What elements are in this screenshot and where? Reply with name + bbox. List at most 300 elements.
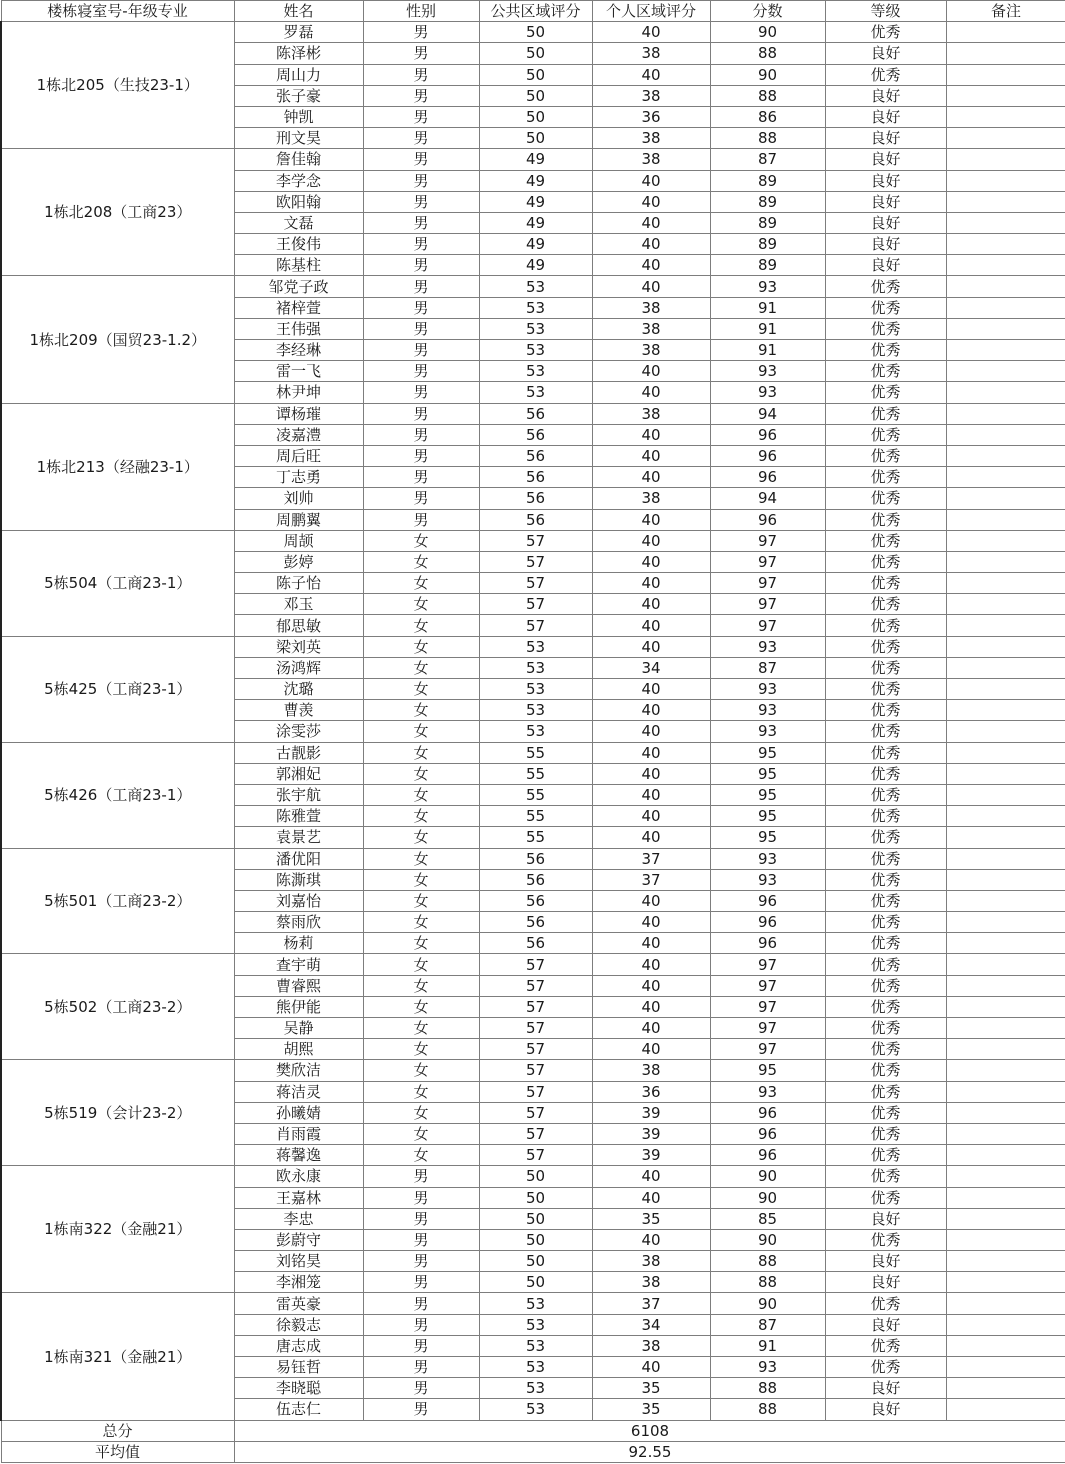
cell-name: 潘优阳: [234, 848, 363, 869]
header-gender: 性别: [363, 1, 479, 22]
cell-personal-score: 40: [592, 64, 710, 85]
cell-score: 88: [710, 1399, 825, 1420]
cell-public-score: 50: [479, 64, 592, 85]
cell-public-score: 55: [479, 742, 592, 763]
cell-score: 97: [710, 975, 825, 996]
cell-grade: 优秀: [825, 933, 946, 954]
cell-grade: 优秀: [825, 297, 946, 318]
cell-personal-score: 40: [592, 806, 710, 827]
cell-room: 5栋501（工商23-2）: [1, 848, 234, 954]
cell-public-score: 49: [479, 234, 592, 255]
cell-remark: [946, 149, 1065, 170]
cell-remark: [946, 996, 1065, 1017]
cell-gender: 男: [363, 149, 479, 170]
cell-gender: 女: [363, 869, 479, 890]
cell-score: 96: [710, 1102, 825, 1123]
cell-grade: 优秀: [825, 890, 946, 911]
cell-remark: [946, 573, 1065, 594]
cell-name: 彭蔚守: [234, 1229, 363, 1250]
cell-score: 93: [710, 1357, 825, 1378]
cell-gender: 女: [363, 742, 479, 763]
cell-grade: 优秀: [825, 869, 946, 890]
cell-name: 陈泽彬: [234, 43, 363, 64]
cell-public-score: 53: [479, 1314, 592, 1335]
cell-name: 汤鸿辉: [234, 657, 363, 678]
cell-gender: 女: [363, 912, 479, 933]
average-value: 92.55: [234, 1441, 1065, 1462]
cell-remark: [946, 170, 1065, 191]
cell-personal-score: 40: [592, 467, 710, 488]
cell-remark: [946, 212, 1065, 233]
cell-personal-score: 40: [592, 1166, 710, 1187]
cell-public-score: 49: [479, 170, 592, 191]
cell-public-score: 57: [479, 1145, 592, 1166]
cell-public-score: 56: [479, 403, 592, 424]
cell-score: 93: [710, 700, 825, 721]
table-row: [1, 954, 1065, 975]
cell-remark: [946, 827, 1065, 848]
cell-gender: 女: [363, 848, 479, 869]
cell-public-score: 56: [479, 424, 592, 445]
cell-name: 陈基柱: [234, 255, 363, 276]
cell-gender: 女: [363, 975, 479, 996]
cell-grade: 优秀: [825, 573, 946, 594]
cell-personal-score: 40: [592, 636, 710, 657]
cell-grade: 优秀: [825, 679, 946, 700]
cell-remark: [946, 1272, 1065, 1293]
cell-personal-score: 38: [592, 1272, 710, 1293]
cell-name: 查宇萌: [234, 954, 363, 975]
cell-score: 93: [710, 1081, 825, 1102]
cell-remark: [946, 361, 1065, 382]
cell-name: 伍志仁: [234, 1399, 363, 1420]
cell-name: 郁思敏: [234, 615, 363, 636]
cell-gender: 男: [363, 1272, 479, 1293]
cell-remark: [946, 1018, 1065, 1039]
cell-gender: 男: [363, 1208, 479, 1229]
cell-gender: 男: [363, 234, 479, 255]
cell-public-score: 50: [479, 106, 592, 127]
cell-gender: 男: [363, 509, 479, 530]
cell-name: 李湘笼: [234, 1272, 363, 1293]
cell-name: 王嘉林: [234, 1187, 363, 1208]
cell-remark: [946, 1335, 1065, 1356]
cell-gender: 女: [363, 657, 479, 678]
cell-remark: [946, 1399, 1065, 1420]
cell-remark: [946, 128, 1065, 149]
cell-score: 93: [710, 361, 825, 382]
header-name: 姓名: [234, 1, 363, 22]
cell-public-score: 53: [479, 657, 592, 678]
cell-score: 96: [710, 933, 825, 954]
cell-personal-score: 37: [592, 869, 710, 890]
cell-grade: 良好: [825, 1251, 946, 1272]
cell-name: 胡熙: [234, 1039, 363, 1060]
cell-grade: 良好: [825, 191, 946, 212]
cell-public-score: 50: [479, 1208, 592, 1229]
table-row: [1, 530, 1065, 551]
cell-personal-score: 36: [592, 1081, 710, 1102]
cell-grade: 优秀: [825, 488, 946, 509]
cell-score: 89: [710, 255, 825, 276]
cell-score: 87: [710, 657, 825, 678]
cell-grade: 优秀: [825, 742, 946, 763]
cell-gender: 男: [363, 1357, 479, 1378]
cell-public-score: 55: [479, 784, 592, 805]
cell-grade: 良好: [825, 1314, 946, 1335]
cell-name: 唐志成: [234, 1335, 363, 1356]
cell-room: 5栋426（工商23-1）: [1, 742, 234, 848]
cell-grade: 优秀: [825, 340, 946, 361]
cell-public-score: 53: [479, 361, 592, 382]
cell-score: 95: [710, 763, 825, 784]
table-body: [1, 1, 1065, 1463]
cell-remark: [946, 806, 1065, 827]
cell-name: 刘帅: [234, 488, 363, 509]
cell-gender: 男: [363, 297, 479, 318]
cell-personal-score: 40: [592, 700, 710, 721]
cell-grade: 优秀: [825, 530, 946, 551]
cell-score: 96: [710, 1123, 825, 1144]
cell-grade: 优秀: [825, 848, 946, 869]
cell-gender: 男: [363, 1251, 479, 1272]
cell-public-score: 50: [479, 1229, 592, 1250]
table-row: [1, 149, 1065, 170]
cell-gender: 女: [363, 1123, 479, 1144]
total-label: 总分: [1, 1420, 234, 1441]
cell-grade: 优秀: [825, 784, 946, 805]
cell-score: 88: [710, 85, 825, 106]
cell-gender: 男: [363, 255, 479, 276]
cell-grade: 优秀: [825, 806, 946, 827]
cell-grade: 良好: [825, 43, 946, 64]
cell-name: 褚梓萱: [234, 297, 363, 318]
cell-room: 5栋425（工商23-1）: [1, 636, 234, 742]
cell-remark: [946, 1187, 1065, 1208]
cell-remark: [946, 721, 1065, 742]
cell-score: 95: [710, 1060, 825, 1081]
header-grade: 等级: [825, 1, 946, 22]
cell-name: 林尹坤: [234, 382, 363, 403]
cell-remark: [946, 445, 1065, 466]
cell-score: 97: [710, 996, 825, 1017]
cell-score: 86: [710, 106, 825, 127]
cell-grade: 优秀: [825, 445, 946, 466]
cell-name: 涂雯莎: [234, 721, 363, 742]
cell-name: 曹羡: [234, 700, 363, 721]
cell-name: 樊欣洁: [234, 1060, 363, 1081]
cell-remark: [946, 657, 1065, 678]
cell-score: 97: [710, 551, 825, 572]
cell-score: 96: [710, 912, 825, 933]
cell-name: 周后旺: [234, 445, 363, 466]
cell-remark: [946, 424, 1065, 445]
cell-name: 彭婷: [234, 551, 363, 572]
cell-gender: 男: [363, 22, 479, 43]
cell-score: 90: [710, 1293, 825, 1314]
header-total-score: 分数: [710, 1, 825, 22]
cell-remark: [946, 1208, 1065, 1229]
cell-public-score: 57: [479, 954, 592, 975]
cell-grade: 优秀: [825, 1039, 946, 1060]
cell-remark: [946, 700, 1065, 721]
table-row: [1, 636, 1065, 657]
cell-score: 93: [710, 848, 825, 869]
cell-personal-score: 39: [592, 1102, 710, 1123]
cell-public-score: 49: [479, 149, 592, 170]
cell-personal-score: 40: [592, 255, 710, 276]
cell-public-score: 57: [479, 975, 592, 996]
cell-name: 邹党子政: [234, 276, 363, 297]
cell-grade: 优秀: [825, 1293, 946, 1314]
cell-score: 95: [710, 806, 825, 827]
cell-personal-score: 40: [592, 551, 710, 572]
cell-personal-score: 40: [592, 1229, 710, 1250]
cell-personal-score: 38: [592, 1251, 710, 1272]
cell-remark: [946, 1166, 1065, 1187]
cell-score: 93: [710, 382, 825, 403]
cell-grade: 良好: [825, 1272, 946, 1293]
cell-gender: 男: [363, 106, 479, 127]
cell-remark: [946, 1039, 1065, 1060]
cell-public-score: 53: [479, 1335, 592, 1356]
cell-name: 雷英豪: [234, 1293, 363, 1314]
cell-personal-score: 40: [592, 212, 710, 233]
cell-grade: 优秀: [825, 1018, 946, 1039]
cell-gender: 男: [363, 1378, 479, 1399]
cell-score: 96: [710, 424, 825, 445]
cell-remark: [946, 869, 1065, 890]
cell-personal-score: 40: [592, 954, 710, 975]
cell-grade: 优秀: [825, 276, 946, 297]
cell-grade: 良好: [825, 128, 946, 149]
cell-grade: 良好: [825, 212, 946, 233]
cell-grade: 优秀: [825, 1335, 946, 1356]
cell-gender: 男: [363, 1187, 479, 1208]
cell-name: 文磊: [234, 212, 363, 233]
cell-score: 93: [710, 721, 825, 742]
cell-grade: 优秀: [825, 1145, 946, 1166]
header-remark: 备注: [946, 1, 1065, 22]
cell-public-score: 53: [479, 276, 592, 297]
cell-public-score: 50: [479, 128, 592, 149]
cell-name: 李经琳: [234, 340, 363, 361]
cell-remark: [946, 742, 1065, 763]
cell-public-score: 53: [479, 679, 592, 700]
cell-name: 梁刘英: [234, 636, 363, 657]
cell-gender: 女: [363, 1018, 479, 1039]
average-row: [1, 1441, 1065, 1462]
cell-personal-score: 40: [592, 615, 710, 636]
cell-public-score: 49: [479, 255, 592, 276]
cell-score: 90: [710, 22, 825, 43]
cell-gender: 男: [363, 340, 479, 361]
cell-grade: 优秀: [825, 975, 946, 996]
cell-grade: 良好: [825, 85, 946, 106]
cell-personal-score: 40: [592, 1357, 710, 1378]
cell-score: 96: [710, 445, 825, 466]
cell-personal-score: 40: [592, 191, 710, 212]
cell-name: 陈子怡: [234, 573, 363, 594]
cell-grade: 优秀: [825, 64, 946, 85]
cell-public-score: 57: [479, 1081, 592, 1102]
cell-remark: [946, 784, 1065, 805]
cell-personal-score: 40: [592, 827, 710, 848]
cell-score: 90: [710, 1229, 825, 1250]
cell-remark: [946, 191, 1065, 212]
cell-score: 95: [710, 827, 825, 848]
cell-gender: 女: [363, 551, 479, 572]
cell-personal-score: 35: [592, 1378, 710, 1399]
cell-name: 张子豪: [234, 85, 363, 106]
cell-grade: 优秀: [825, 403, 946, 424]
cell-personal-score: 40: [592, 1187, 710, 1208]
cell-public-score: 57: [479, 1018, 592, 1039]
cell-grade: 优秀: [825, 1166, 946, 1187]
cell-public-score: 55: [479, 806, 592, 827]
cell-remark: [946, 255, 1065, 276]
cell-personal-score: 38: [592, 340, 710, 361]
cell-grade: 优秀: [825, 827, 946, 848]
cell-gender: 男: [363, 1229, 479, 1250]
cell-remark: [946, 954, 1065, 975]
cell-name: 李忠: [234, 1208, 363, 1229]
cell-name: 谭杨璀: [234, 403, 363, 424]
cell-remark: [946, 1293, 1065, 1314]
cell-personal-score: 40: [592, 975, 710, 996]
cell-score: 91: [710, 318, 825, 339]
cell-remark: [946, 106, 1065, 127]
cell-public-score: 53: [479, 340, 592, 361]
cell-gender: 女: [363, 679, 479, 700]
cell-grade: 优秀: [825, 1060, 946, 1081]
table-row: [1, 1293, 1065, 1314]
cell-remark: [946, 1123, 1065, 1144]
cell-public-score: 53: [479, 297, 592, 318]
cell-public-score: 57: [479, 1123, 592, 1144]
cell-personal-score: 36: [592, 106, 710, 127]
cell-public-score: 50: [479, 85, 592, 106]
cell-public-score: 55: [479, 763, 592, 784]
cell-score: 85: [710, 1208, 825, 1229]
cell-score: 88: [710, 1251, 825, 1272]
cell-personal-score: 38: [592, 85, 710, 106]
cell-score: 97: [710, 1018, 825, 1039]
cell-room: 5栋504（工商23-1）: [1, 530, 234, 636]
cell-score: 95: [710, 742, 825, 763]
cell-remark: [946, 297, 1065, 318]
cell-name: 李学念: [234, 170, 363, 191]
cell-public-score: 57: [479, 594, 592, 615]
cell-grade: 优秀: [825, 382, 946, 403]
total-value: 6108: [234, 1420, 1065, 1441]
cell-room: 1栋南322（金融21）: [1, 1166, 234, 1293]
cell-name: 陈雅萱: [234, 806, 363, 827]
cell-grade: 优秀: [825, 424, 946, 445]
cell-remark: [946, 679, 1065, 700]
cell-public-score: 56: [479, 488, 592, 509]
cell-personal-score: 40: [592, 784, 710, 805]
cell-gender: 女: [363, 1145, 479, 1166]
cell-grade: 优秀: [825, 1229, 946, 1250]
cell-grade: 优秀: [825, 594, 946, 615]
cell-score: 96: [710, 467, 825, 488]
cell-public-score: 53: [479, 1399, 592, 1420]
cell-public-score: 50: [479, 1272, 592, 1293]
cell-remark: [946, 890, 1065, 911]
cell-score: 88: [710, 1378, 825, 1399]
cell-grade: 良好: [825, 234, 946, 255]
cell-grade: 优秀: [825, 636, 946, 657]
cell-name: 陈澌琪: [234, 869, 363, 890]
cell-name: 古靓影: [234, 742, 363, 763]
cell-gender: 男: [363, 424, 479, 445]
cell-remark: [946, 1102, 1065, 1123]
cell-personal-score: 40: [592, 361, 710, 382]
cell-gender: 男: [363, 191, 479, 212]
cell-room: 1栋北208（工商23）: [1, 149, 234, 276]
cell-name: 张宇航: [234, 784, 363, 805]
cell-gender: 女: [363, 573, 479, 594]
cell-name: 刑文昊: [234, 128, 363, 149]
cell-gender: 男: [363, 1335, 479, 1356]
cell-grade: 优秀: [825, 1123, 946, 1144]
cell-grade: 优秀: [825, 1357, 946, 1378]
cell-personal-score: 34: [592, 657, 710, 678]
cell-score: 89: [710, 191, 825, 212]
cell-gender: 女: [363, 636, 479, 657]
cell-remark: [946, 340, 1065, 361]
cell-name: 王伟强: [234, 318, 363, 339]
cell-gender: 女: [363, 933, 479, 954]
cell-grade: 优秀: [825, 700, 946, 721]
cell-name: 熊伊能: [234, 996, 363, 1017]
cell-score: 93: [710, 679, 825, 700]
cell-public-score: 56: [479, 445, 592, 466]
cell-grade: 良好: [825, 149, 946, 170]
cell-remark: [946, 848, 1065, 869]
cell-grade: 良好: [825, 170, 946, 191]
cell-gender: 男: [363, 318, 479, 339]
cell-public-score: 56: [479, 890, 592, 911]
cell-grade: 良好: [825, 1378, 946, 1399]
cell-public-score: 50: [479, 22, 592, 43]
cell-gender: 女: [363, 594, 479, 615]
cell-personal-score: 35: [592, 1399, 710, 1420]
cell-score: 89: [710, 212, 825, 233]
cell-grade: 优秀: [825, 657, 946, 678]
cell-personal-score: 40: [592, 742, 710, 763]
cell-gender: 男: [363, 1293, 479, 1314]
cell-name: 肖雨霞: [234, 1123, 363, 1144]
cell-personal-score: 40: [592, 912, 710, 933]
table-row: [1, 848, 1065, 869]
cell-score: 97: [710, 615, 825, 636]
average-label: 平均值: [1, 1441, 234, 1462]
cell-gender: 女: [363, 763, 479, 784]
cell-public-score: 57: [479, 1039, 592, 1060]
cell-name: 蒋洁灵: [234, 1081, 363, 1102]
table-row: [1, 1166, 1065, 1187]
cell-public-score: 57: [479, 573, 592, 594]
cell-personal-score: 40: [592, 170, 710, 191]
cell-name: 蒋馨逸: [234, 1145, 363, 1166]
cell-public-score: 57: [479, 530, 592, 551]
cell-name: 刘铭昊: [234, 1251, 363, 1272]
cell-score: 90: [710, 1187, 825, 1208]
cell-score: 96: [710, 1145, 825, 1166]
cell-score: 88: [710, 1272, 825, 1293]
